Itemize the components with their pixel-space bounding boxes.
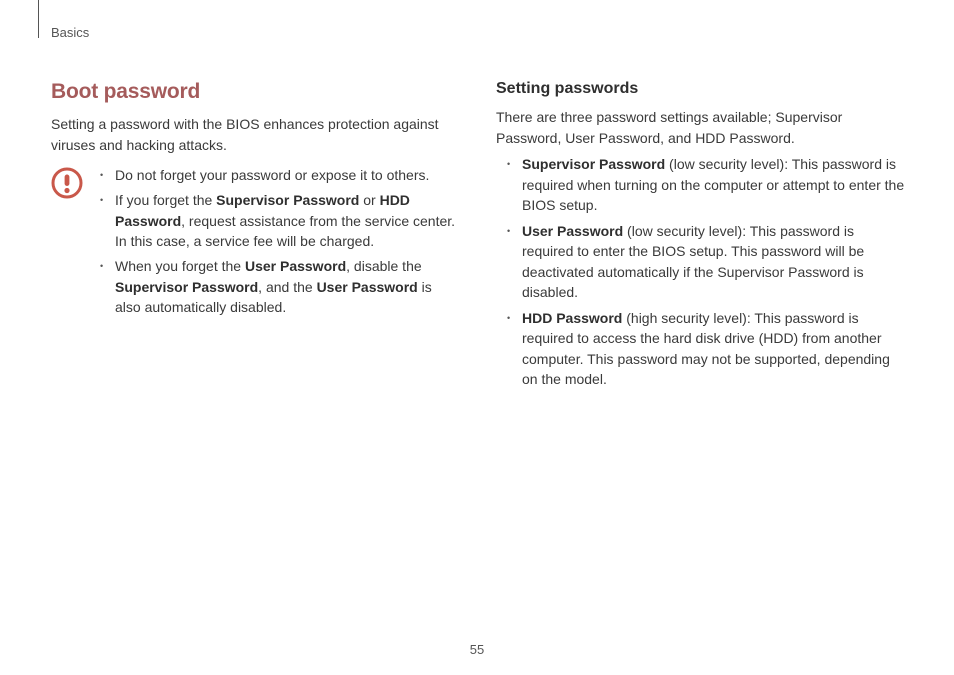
term-bold: Supervisor Password [216, 192, 360, 208]
term-bold: User Password [522, 222, 624, 239]
section-heading: Setting passwords [496, 80, 639, 97]
text-run: (low security level): This password is required when turning on the computer or attempt to enter the BIOS setup. [522, 156, 905, 213]
text-run: , disable the [346, 258, 422, 274]
caution-block [51, 165, 461, 318]
text-run: Do not forget your password or expose it to others. [115, 167, 430, 183]
list-item [522, 154, 906, 216]
text-run: (high security level): This password is required to access the hard disk drive (HDD) from another computer. This password may not be supported, depending on the model. [522, 309, 890, 387]
intro-paragraph: There are three password settings available; Supervisor Password, User Password, and HDD Password. [496, 109, 843, 146]
page-title: Boot password [51, 80, 201, 103]
text-run: is also automatically disabled. [115, 278, 432, 315]
intro-paragraph: Setting a password with the BIOS enhances protection against viruses and hacking attacks. [51, 116, 439, 153]
text-run: When you forget the [115, 258, 245, 274]
left-column [51, 80, 461, 322]
section-label: Basics [51, 25, 90, 40]
list-item [115, 165, 461, 186]
list-item [115, 256, 461, 318]
list-item [522, 221, 906, 303]
page-number: 55 [469, 642, 485, 657]
right-column [496, 80, 906, 395]
text-run: If you forget the [115, 192, 217, 208]
term-bold: User Password [316, 278, 418, 295]
term-bold: Supervisor Password [522, 156, 666, 172]
caution-list [115, 165, 461, 318]
password-types-list [522, 154, 906, 390]
term-bold: HDD Password [115, 192, 410, 229]
text-run: , request assistance from the service center. In this case, a service fee will be charged. [115, 212, 456, 249]
term-bold: HDD Password [522, 309, 623, 326]
text-run: (low security level): This password is required to enter the BIOS setup. This password will be deactivated automatically if the Supervisor Password is disabled. [522, 222, 865, 300]
term-bold: User Password [244, 258, 347, 274]
list-item [522, 308, 906, 390]
header-rule [38, 0, 39, 38]
list-item [115, 190, 461, 252]
text-run: , and the [258, 278, 317, 295]
text-run: or [359, 192, 380, 208]
term-bold: Supervisor Password [115, 278, 259, 295]
exclamation-circle-icon [51, 167, 83, 199]
